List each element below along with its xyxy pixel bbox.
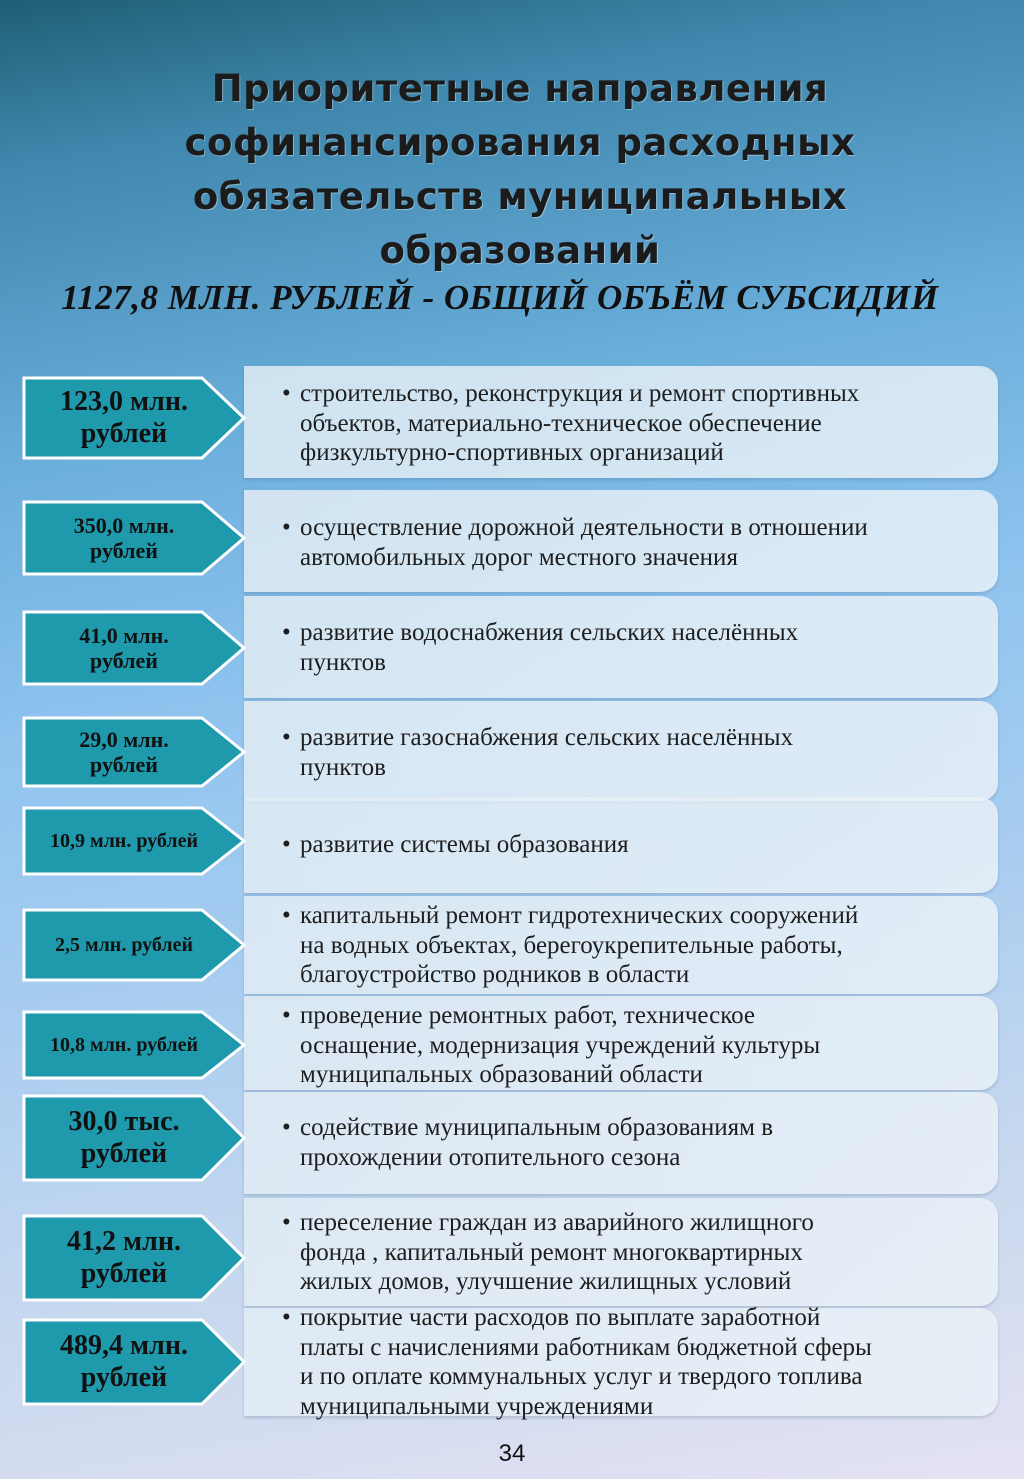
description-line: объектов, материально-техническое обеспечение bbox=[300, 409, 822, 437]
subsidy-description bbox=[282, 1113, 974, 1172]
title-line: обязательств муниципальных bbox=[192, 175, 848, 218]
amount-line: рублей bbox=[80, 1138, 168, 1169]
amount-label bbox=[24, 612, 224, 684]
amount-arrow bbox=[24, 502, 246, 574]
bullet-icon: • bbox=[282, 1002, 291, 1029]
amount-arrow bbox=[24, 378, 246, 458]
bullet-icon: • bbox=[282, 902, 291, 929]
amount-label bbox=[24, 378, 224, 458]
title-line: образований bbox=[379, 229, 661, 272]
bullet-icon: • bbox=[282, 724, 291, 751]
subsidy-description bbox=[282, 830, 974, 860]
amount-line: 10,9 млн. рублей bbox=[49, 829, 199, 852]
amount-arrow bbox=[24, 1096, 246, 1180]
bullet-icon: • bbox=[282, 1114, 291, 1141]
amount-line: 10,8 млн. рублей bbox=[49, 1033, 199, 1056]
subsidy-description bbox=[282, 901, 974, 990]
amount-line: 41,0 млн. bbox=[79, 622, 169, 648]
description-line: жилых домов, улучшение жилищных условий bbox=[300, 1268, 792, 1295]
description-line: проведение ремонтных работ, техническое bbox=[300, 1002, 756, 1029]
amount-line: рублей bbox=[80, 418, 168, 449]
description-line: развитие системы образования bbox=[300, 831, 629, 858]
bullet-icon: • bbox=[282, 1304, 291, 1331]
description-line: покрытие части расходов по выплате заработной bbox=[300, 1304, 821, 1331]
amount-line: рублей bbox=[90, 648, 158, 673]
description-line: благоустройство родников в области bbox=[300, 961, 690, 988]
amount-label bbox=[24, 502, 224, 574]
amount-line: 350,0 млн. bbox=[73, 512, 175, 538]
subsidy-description bbox=[282, 1208, 974, 1297]
subsidy-description bbox=[282, 379, 974, 468]
amount-line: 30,0 тыс. bbox=[68, 1105, 180, 1137]
description-line: физкультурно-спортивных организаций bbox=[300, 439, 724, 466]
description-line: пунктов bbox=[300, 648, 386, 676]
description-line: капитальный ремонт гидротехнических сооружений bbox=[300, 902, 859, 929]
amount-line: рублей bbox=[90, 538, 158, 563]
subsidy-description bbox=[282, 1001, 974, 1090]
total-subsidies-heading: 1127,8 МЛН. РУБЛЕЙ - ОБЩИЙ ОБЪЁМ СУБСИДИЙ bbox=[61, 278, 939, 317]
description-line: развитие водоснабжения сельских населённых bbox=[300, 619, 799, 646]
description-line: на водных объектах, берегоукрепительные работы, bbox=[300, 931, 843, 959]
bullet-icon: • bbox=[282, 1209, 291, 1236]
description-line: платы с начислениями работникам бюджетной сферы bbox=[300, 1333, 872, 1361]
amount-line: рублей bbox=[80, 1258, 168, 1289]
subsidy-description bbox=[282, 513, 974, 572]
description-line: фонда , капитальный ремонт многоквартирных bbox=[300, 1238, 803, 1266]
amount-line: 41,2 млн. bbox=[67, 1225, 181, 1257]
description-line: осуществление дорожной деятельности в отношении bbox=[300, 514, 868, 541]
amount-arrow bbox=[24, 1216, 246, 1300]
amount-arrow bbox=[24, 612, 246, 684]
subsidy-description bbox=[282, 1303, 974, 1421]
description-line: оснащение, модернизация учреждений культуры bbox=[300, 1031, 821, 1059]
page-number: 34 bbox=[498, 1440, 526, 1467]
description-line: пунктов bbox=[300, 753, 386, 781]
subsidy-description bbox=[282, 618, 974, 677]
description-line: и по оплате коммунальных услуг и твердого топлива bbox=[300, 1363, 863, 1390]
amount-label bbox=[24, 910, 224, 980]
description-line: муниципальными учреждениями bbox=[300, 1392, 654, 1420]
bullet-icon: • bbox=[282, 831, 291, 858]
description-line: автомобильных дорог местного значения bbox=[300, 543, 738, 571]
amount-line: 29,0 млн. bbox=[79, 726, 169, 752]
description-line: содействие муниципальным образованиям в bbox=[300, 1114, 774, 1141]
amount-line: 2,5 млн. рублей bbox=[54, 933, 194, 956]
amount-arrow bbox=[24, 910, 246, 980]
description-line: муниципальных образований области bbox=[300, 1061, 703, 1088]
title-line: софинансирования расходных bbox=[184, 121, 856, 164]
amount-arrow bbox=[24, 718, 246, 786]
description-line: развитие газоснабжения сельских населённых bbox=[300, 724, 794, 751]
description-line: переселение граждан из аварийного жилищного bbox=[300, 1209, 814, 1236]
title-line: Приоритетные направления bbox=[211, 67, 829, 110]
amount-label bbox=[24, 1012, 224, 1078]
page-title bbox=[100, 62, 940, 278]
description-line: строительство, реконструкция и ремонт спортивных bbox=[300, 380, 860, 407]
bullet-icon: • bbox=[282, 619, 291, 646]
subsidy-description bbox=[282, 723, 974, 782]
amount-label bbox=[24, 718, 224, 786]
amount-line: 489,4 млн. bbox=[60, 1329, 188, 1361]
amount-label bbox=[24, 1216, 224, 1300]
amount-line: рублей bbox=[80, 1362, 168, 1393]
bullet-icon: • bbox=[282, 514, 291, 541]
amount-arrow bbox=[24, 1320, 246, 1404]
bullet-icon: • bbox=[282, 380, 291, 407]
amount-label bbox=[24, 1320, 224, 1404]
amount-arrow bbox=[24, 808, 246, 874]
amount-arrow bbox=[24, 1012, 246, 1078]
description-line: прохождении отопительного сезона bbox=[300, 1143, 681, 1171]
amount-line: 123,0 млн. bbox=[60, 385, 188, 417]
amount-label bbox=[24, 1096, 224, 1180]
amount-label bbox=[24, 808, 224, 874]
amount-line: рублей bbox=[90, 752, 158, 777]
